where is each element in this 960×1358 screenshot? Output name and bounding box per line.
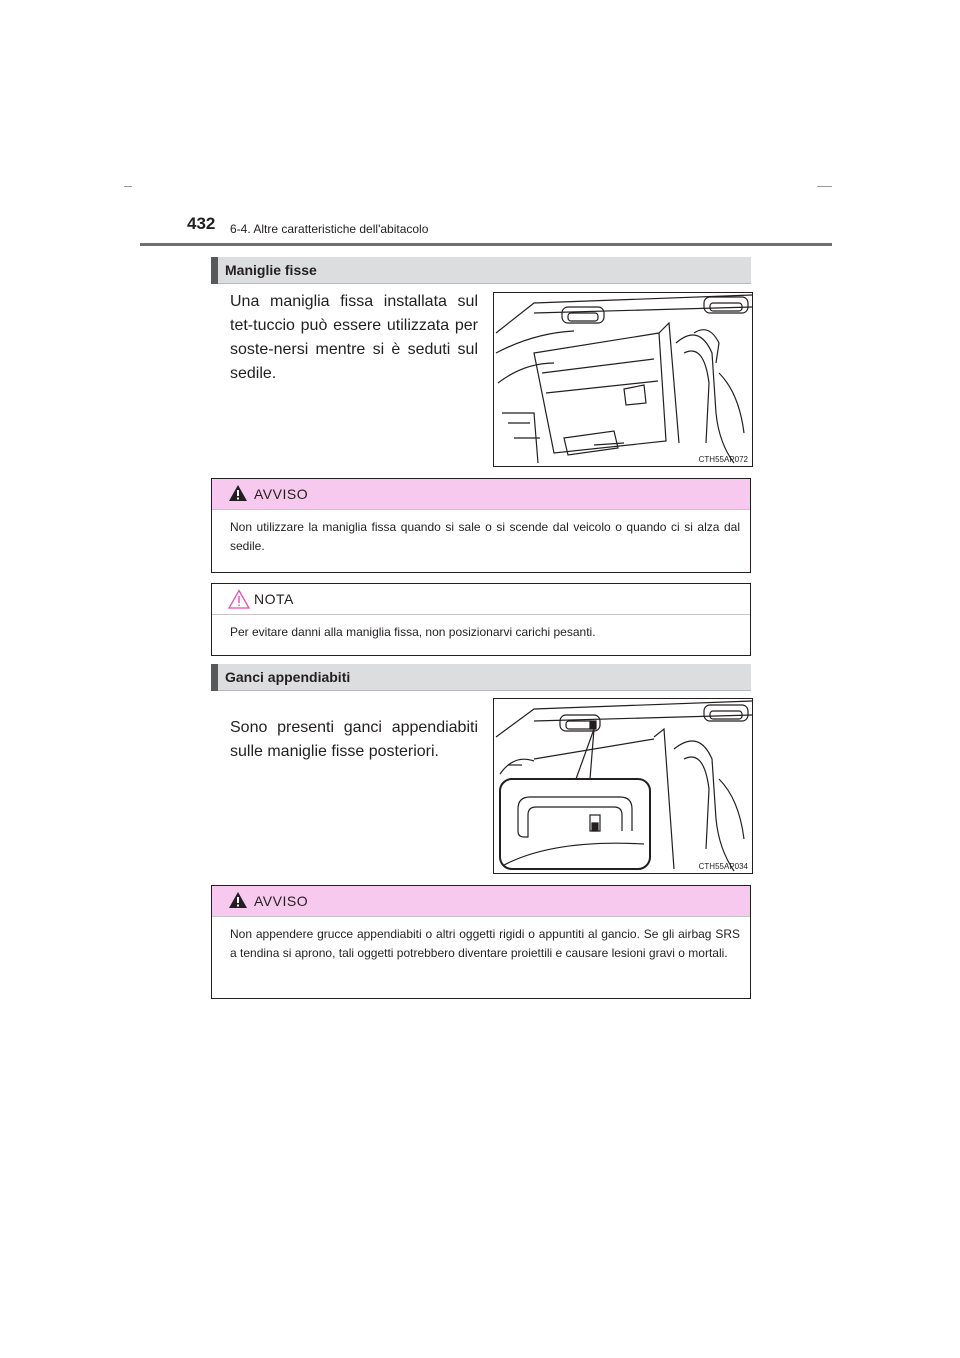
figure-code: CTH55AP034 (698, 862, 748, 871)
section-heading-maniglie-fisse (211, 257, 751, 284)
chapter-title: 6-4. Altre caratteristiche dell'abitacolo (230, 222, 429, 236)
note-label: NOTA (254, 591, 294, 607)
warning-text: Non utilizzare la maniglia fissa quando si sale o si scende dal veicolo o quando ci si alza dal sedile. (230, 520, 740, 553)
section-body-text: Una maniglia fissa installata sul tet-tuccio può essere utilizzata per soste-nersi mentre si è seduti sul sedile. (230, 293, 478, 382)
section-bar (211, 257, 218, 284)
figure-assist-grips (493, 292, 753, 467)
warning-header (212, 886, 750, 917)
coat-hook-illustration (494, 699, 752, 873)
note-text: Per evitare danni alla maniglia fissa, non posizionarvi carichi pesanti. (230, 625, 596, 639)
warning-text: Non appendere grucce appendiabiti o altri oggetti rigidi o appuntiti al gancio. Se gli airbag SRS a tendina si aprono, tali oggetti potrebbero diventare proiettili e causare lesioni gravi o mortali. (230, 927, 740, 960)
figure-code: CTH55AP072 (698, 455, 748, 464)
header-rule (140, 243, 832, 246)
warning-triangle-icon (228, 891, 248, 909)
warning-header (212, 479, 750, 510)
section-heading-ganci-appendiabiti (211, 664, 751, 691)
crop-mark-left (124, 186, 132, 187)
section-body-text: Sono presenti ganci appendiabiti sulle maniglie fisse posteriori. (230, 719, 478, 760)
page-number: 432 (187, 214, 216, 233)
warning-box (211, 478, 751, 573)
warning-triangle-icon (228, 484, 248, 502)
section-title: Ganci appendiabiti (225, 669, 351, 685)
warning-label: AVVISO (254, 486, 309, 502)
assist-grip-illustration (494, 293, 752, 466)
warning-label: AVVISO (254, 893, 309, 909)
note-header (212, 584, 750, 615)
note-triangle-icon (228, 589, 250, 609)
warning-box (211, 885, 751, 999)
figure-coat-hooks (493, 698, 753, 874)
section-bar (211, 664, 218, 691)
crop-mark-right (817, 186, 832, 187)
section-title: Maniglie fisse (225, 262, 317, 278)
note-box (211, 583, 751, 656)
